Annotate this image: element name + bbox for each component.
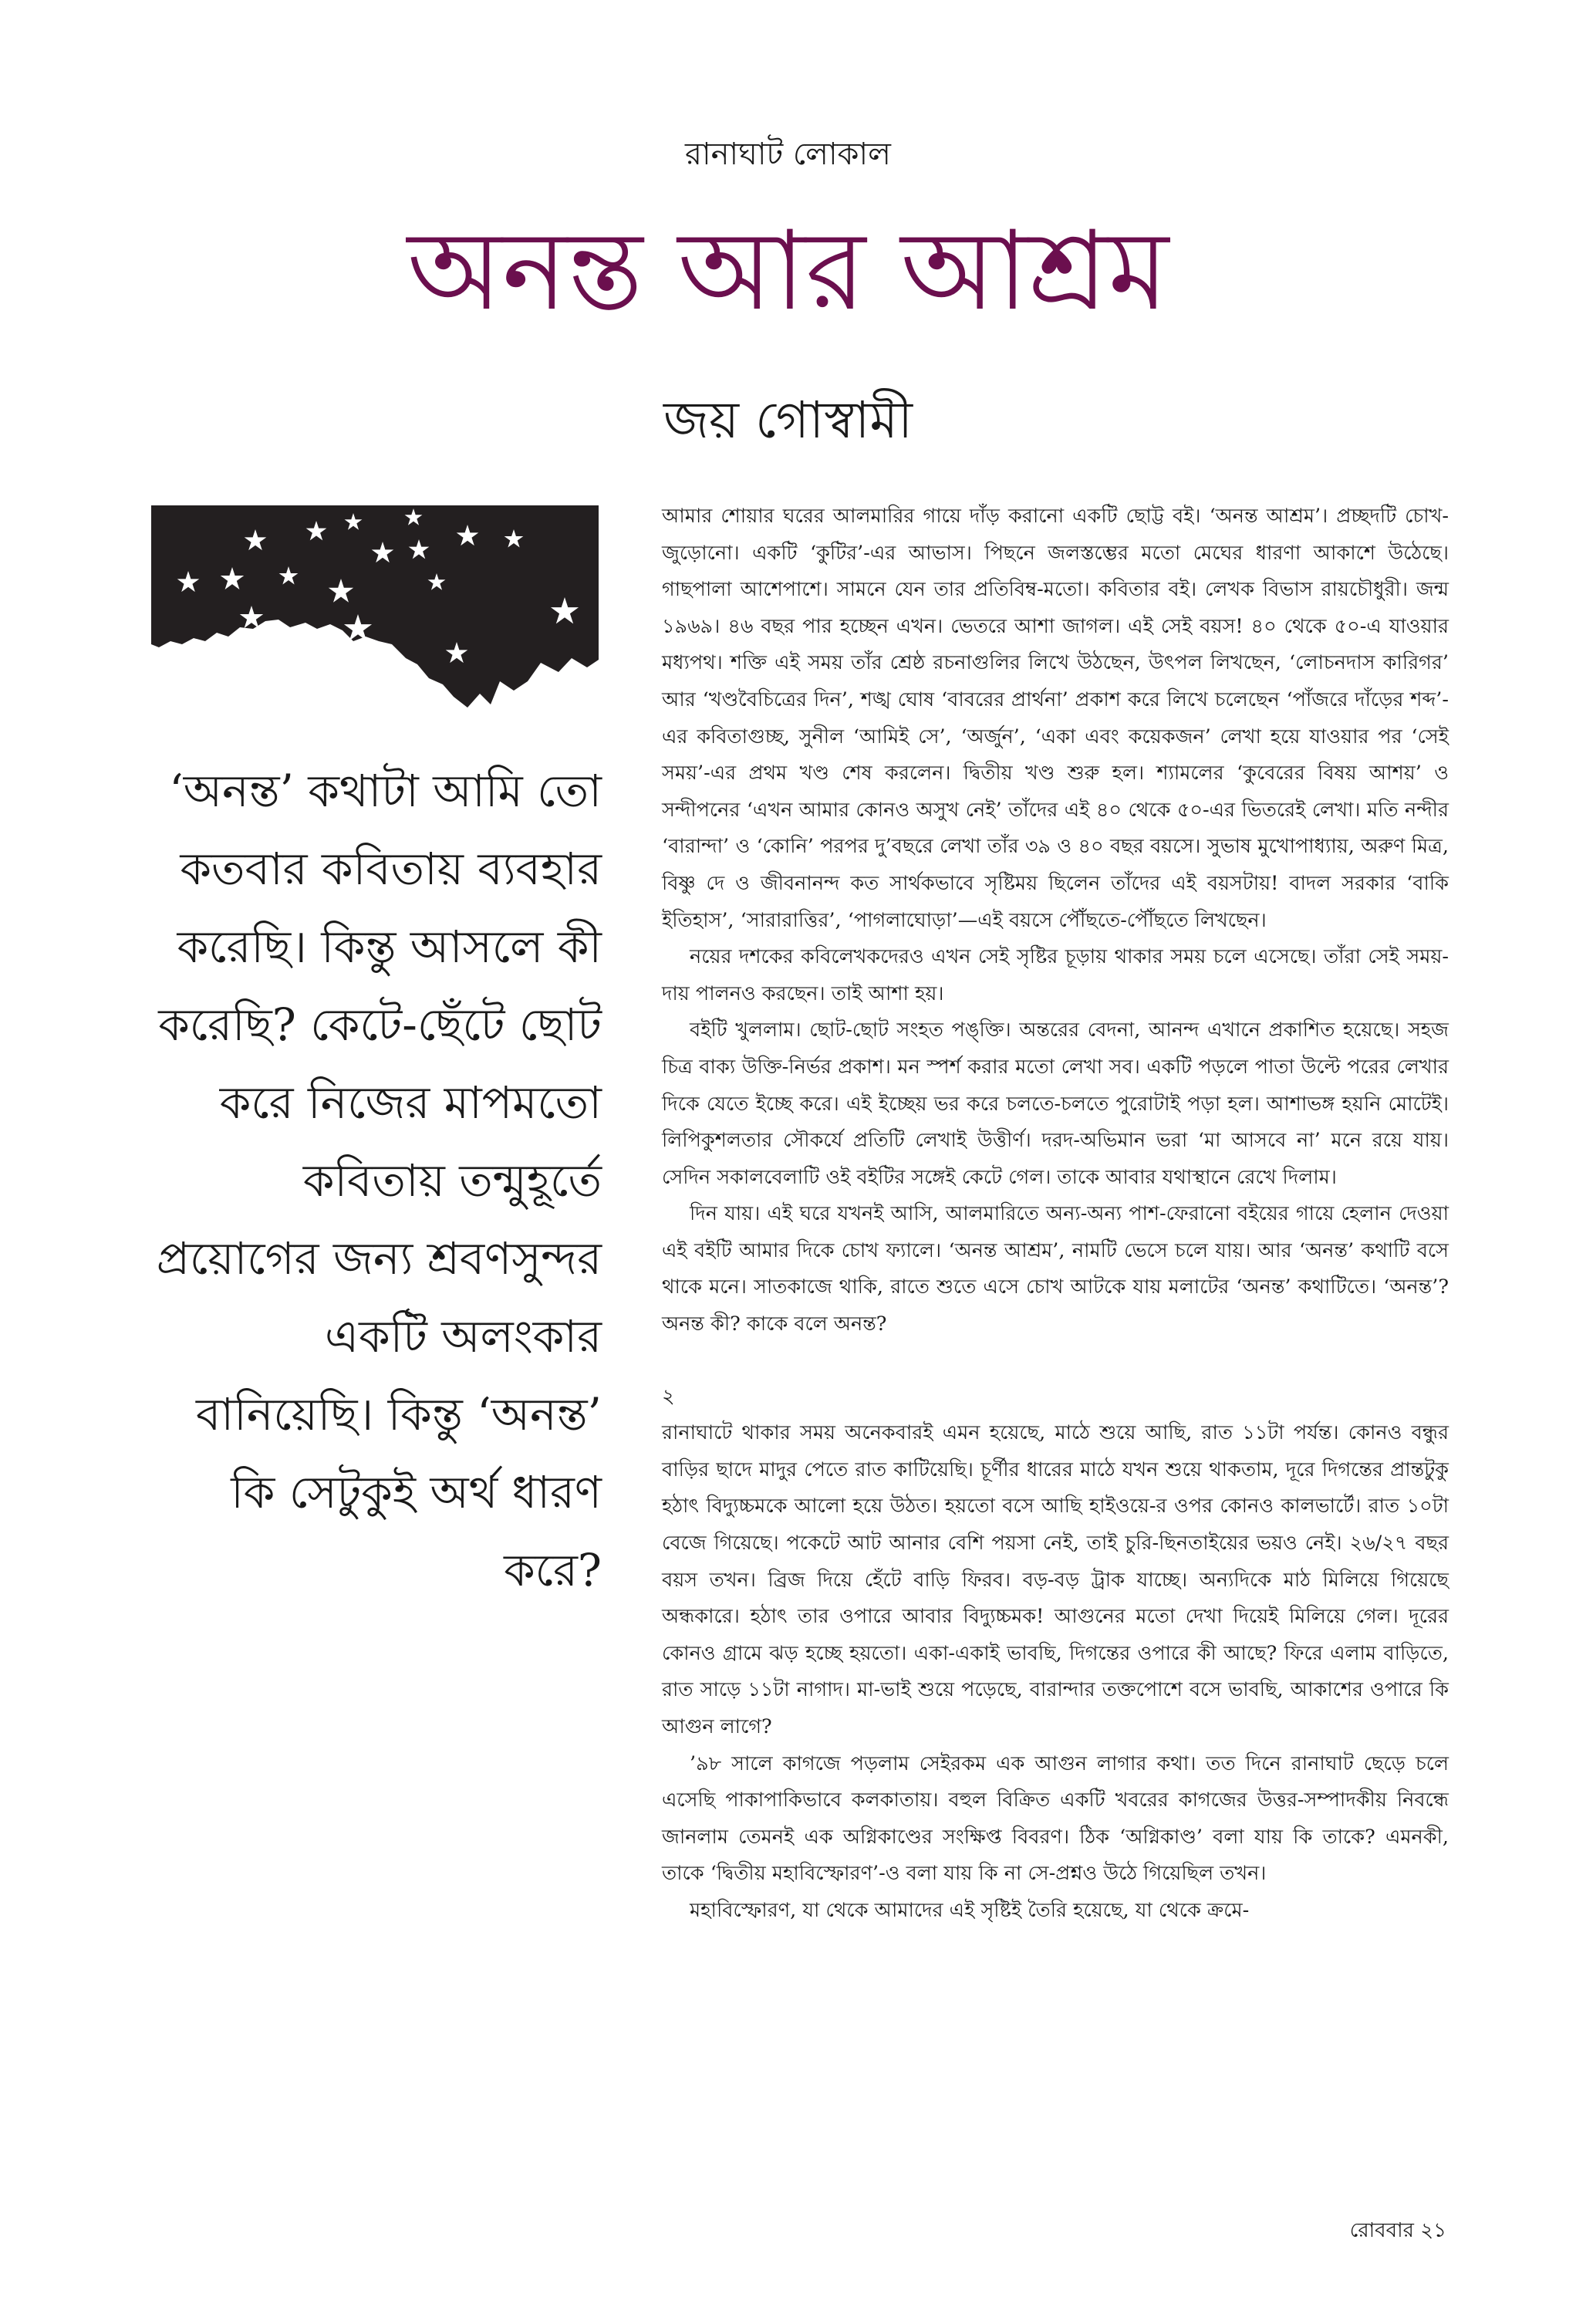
pull-quote: ‘অনন্ত’ কথাটা আমি তো কতবার কবিতায় ব্যবহার করেছি। কিন্তু আসলে কী করেছি? কেটে-ছেঁটে ছোট করে নিজের মাপমতো কবিতায় তন্মুহূর্তে প্রয়োগের জন্য শ্রবণসুন্দর একটি অলংকার বানিয়েছি। কিন্তু ‘অনন্ত’ কি সেটুকুই অর্থ ধারণ করে?: [156, 765, 602, 1596]
page-footer: রোববার ২১: [1349, 2219, 1446, 2242]
article-body: [662, 498, 1449, 1930]
section-gap: [662, 1343, 1449, 1379]
paragraph: নয়ের দশকের কবিলেখকদেরও এখন সেই সৃষ্টির চূড়ায় থাকার সময় চলে এসেছে। তাঁরা সেই সময়-দায় পালনও করছেন। তাই আশা হয়।: [662, 945, 1449, 1005]
article-title: অনন্ত আর আশ্রম: [407, 208, 1169, 335]
night-sky-stars-icon: [151, 505, 599, 714]
paragraph: রানাঘাটে থাকার সময় অনেকবারই এমন হয়েছে, মাঠে শুয়ে আছি, রাত ১১টা পর্যন্ত। কোনও বন্ধুর বাড়ির ছাদে মাদুর পেতে রাত কাটিয়েছি। চূর্ণীর ধারের মাঠে যখন শুয়ে থাকতাম, দূরে দিগন্তের প্রান্তটুকু হঠাৎ বিদ্যুচ্চমকে আলো হয়ে উঠত। হয়তো বসে আছি হাইওয়ে-র ওপর কোনও কালভার্টে। রাত ১০টা বেজে গিয়েছে। পকেটে আট আনার বেশি পয়সা নেই, তাই চুরি-ছিনতাইয়ের ভয়ও নেই। ২৬/২৭ বছর বয়স তখন। ব্রিজ দিয়ে হেঁটে বাড়ি ফিরব। বড়-বড় ট্রাক যাচ্ছে। অন্যদিকে মাঠ মিলিয়ে গিয়েছে অন্ধকারে। হঠাৎ তার ওপারে আবার বিদ্যুচ্চমক! আগুনের মতো দেখা দিয়েই মিলিয়ে গেল। দূরের কোনও গ্রামে ঝড় হচ্ছে হয়তো। একা-একাই ভাবছি, দিগন্তের ওপারে কী আছে? ফিরে এলাম বাড়িতে, রাত সাড়ে ১১টা নাগাদ। মা-ভাই শুয়ে পড়েছে, বারান্দার তক্তপোশে বসে ভাবছি, আকাশের ওপারে কি আগুন লাগে?: [662, 1421, 1449, 1738]
paragraph: বইটি খুললাম। ছোট-ছোট সংহত পঙ্‌ক্তি। অন্তরের বেদনা, আনন্দ এখানে প্রকাশিত হয়েছে। সহজ চিত্র বাক্য উক্তি-নির্ভর প্রকাশ। মন স্পর্শ করার মতো লেখা সব। একটি পড়লে পাতা উল্টে পরের লেখার দিকে যেতে ইচ্ছে করে। এই ইচ্ছেয় ভর করে চলতে-চলতে পুরোটাই পড়া হল। আশাভঙ্গ হয়নি মোটেই। লিপিকুশলতার সৌকর্যে প্রতিটি লেখাই উত্তীর্ণ। দরদ-অভিমান ভরা ‘মা আসবে না’ মনে রয়ে যায়। সেদিন সকালবেলাটি ওই বইটির সঙ্গেই কেটে গেল। তাকে আবার যথাস্থানে রেখে দিলাম।: [662, 1018, 1449, 1189]
paragraph: মহাবিস্ফোরণ, যা থেকে আমাদের এই সৃষ্টিই তৈরি হয়েছে, যা থেকে ক্রমে-: [690, 1898, 1250, 1922]
paragraph: ’৯৮ সালে কাগজে পড়লাম সেইরকম এক আগুন লাগার কথা। তত দিনে রানাঘাট ছেড়ে চলে এসেছি পাকাপাকিভাবে কলকাতায়। বহুল বিক্রিত একটি খবরের কাগজের উত্তর-সম্পাদকীয় নিবন্ধে জানলাম তেমনই এক অগ্নিকাণ্ডের সংক্ষিপ্ত বিবরণ। ঠিক ‘অগ্নিকাণ্ড’ বলা যায় কি তাকে? এমনকী, তাকে ‘দ্বিতীয় মহাবিস্ফোরণ’-ও বলা যায় কি না সে-প্রশ্নও উঠে গিয়েছিল তখন।: [662, 1751, 1449, 1886]
section-number: ২: [662, 1384, 675, 1408]
night-sky-shape: [151, 505, 599, 708]
paragraph: দিন যায়। এই ঘরে যখনই আসি, আলমারিতে অন্য-অন্য পাশ-ফেরানো বইয়ের গায়ে হেলান দেওয়া এই বইটি আমার দিকে চোখ ফ্যালে। ‘অনন্ত আশ্রম’, নামটি ভেসে চলে যায়। আর ‘অনন্ত’ কথাটি বসে থাকে মনে। সাতকাজে থাকি, রাতে শুতে এসে চোখ আটকে যায় মলাটের ‘অনন্ত’ কথাটিতে। ‘অনন্ত’? অনন্ত কী? কাকে বলে অনন্ত?: [662, 1202, 1449, 1336]
author-name: জয় গোস্বামী: [663, 390, 913, 450]
section-label: রানাঘাট লোকাল: [685, 137, 891, 172]
paragraph: আমার শোয়ার ঘরের আলমারির গায়ে দাঁড় করানো একটি ছোট্ট বই। ‘অনন্ত আশ্রম’। প্রচ্ছদটি চোখ-জুড়োনো। একটি ‘কুটির’-এর আভাস। পিছনে জলস্তম্ভের মতো মেঘের ধারণা আকাশে উঠেছে। গাছপালা আশেপাশে। সামনে যেন তার প্রতিবিম্ব-মতো। কবিতার বই। লেখক বিভাস রায়চৌধুরী। জন্ম ১৯৬৯। ৪৬ বছর পার হচ্ছেন এখন। ভেতরে আশা জাগল। এই সেই বয়স! ৪০ থেকে ৫০-এ যাওয়ার মধ্যপথ। শক্তি এই সময় তাঁর শ্রেষ্ঠ রচনাগুলির লিখে উঠছেন, উৎপল লিখছেন, ‘লোচনদাস কারিগর’ আর ‘খণ্ডবৈচিত্রের দিন’, শঙ্খ ঘোষ ‘বাবরের প্রার্থনা’ প্রকাশ করে লিখে চলেছেন ‘পাঁজরে দাঁড়ের শব্দ’-এর কবিতাগুচ্ছ, সুনীল ‘আমিই সে’, ‘অর্জুন’, ‘একা এবং কয়েকজন’ লেখা হয়ে যাওয়ার পর ‘সেই সময়’-এর প্রথম খণ্ড শেষ করলেন। দ্বিতীয় খণ্ড শুরু হল। শ্যামলের ‘কুবেরের বিষয় আশয়’ ও সন্দীপনের ‘এখন আমার কোনও অসুখ নেই’ তাঁদের এই ৪০ থেকে ৫০-এর ভিতরেই লেখা। মতি নন্দীর ‘বারান্দা’ ও ‘কোনি’ পরপর দু’বছরে লেখা তাঁর ৩৯ ও ৪০ বছর বয়সে। সুভাষ মুখোপাধ্যায়, অরুণ মিত্র, বিষ্ণু দে ও জীবনানন্দ কত সার্থকভাবে সৃষ্টিময় ছিলেন তাঁদের এই বয়সটায়! বাদল সরকার ‘বাকি ইতিহাস’, ‘সারারাত্তির’, ‘পাগলাঘোড়া’—এই বয়সে পৌঁছতে-পৌঁছতে লিখছেন।: [662, 505, 1449, 932]
